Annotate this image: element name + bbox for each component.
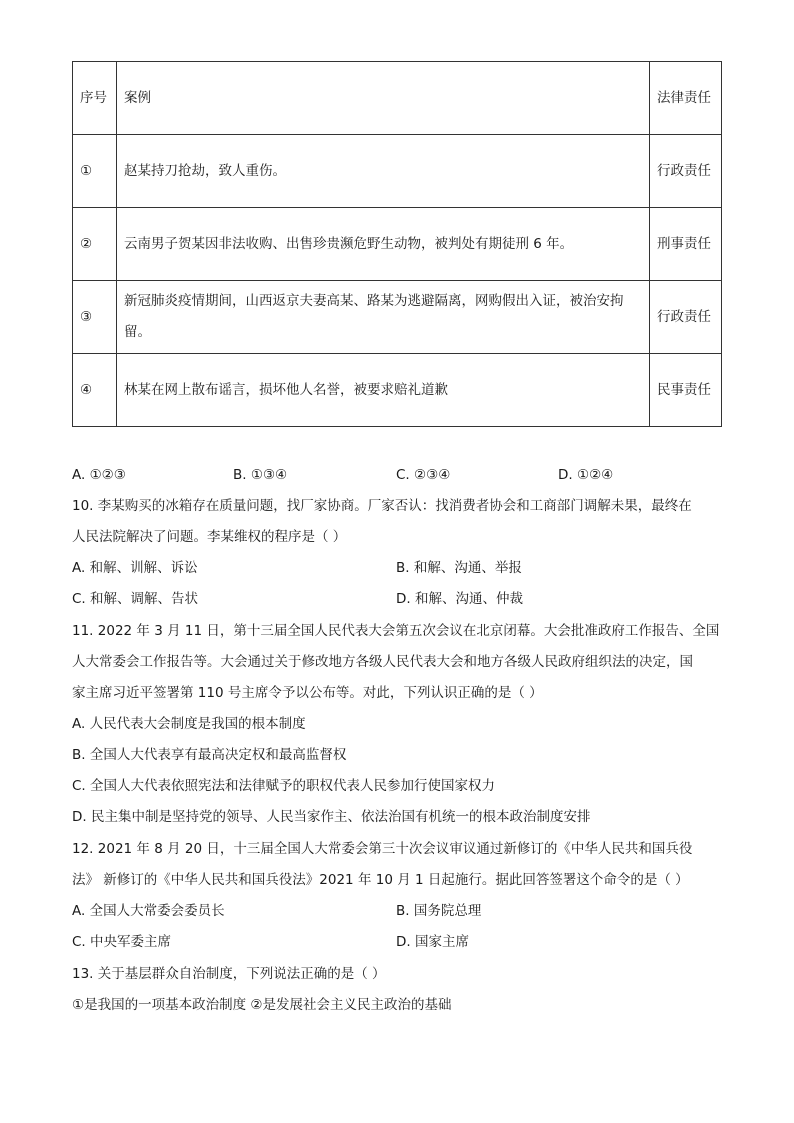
row-no: ④ (73, 354, 117, 427)
table-row (73, 281, 722, 354)
q12-stem-line-1: 12. 2021 年 8 月 20 日，十三届全国人大常委会第三十次会议审议通过新修订的《中华人民共和国兵役 (72, 841, 693, 857)
row-liability: 刑事责任 (650, 208, 722, 281)
row-no: ① (73, 135, 117, 208)
row-no: ③ (73, 281, 117, 354)
q9-option-b: B. ①③④ (233, 467, 288, 483)
q11-option-c: C. 全国人大代表依照宪法和法律赋予的职权代表人民参加行使国家权力 (72, 778, 496, 794)
q11-stem-line-2: 人大常委会工作报告等。大会通过关于修改地方各级人民代表大会和地方各级人民政府组织法的决定，国 (72, 654, 693, 670)
q10-option-d: D. 和解、沟通、仲裁 (396, 591, 523, 607)
q10-stem-line-2: 人民法院解决了问题。李某维权的程序是（ ） (72, 529, 347, 545)
q9-option-a: A. ①②③ (72, 467, 126, 483)
case-table (72, 61, 722, 427)
row-liability: 行政责任 (650, 281, 722, 354)
table-row (73, 354, 722, 427)
table-header-row (73, 62, 722, 135)
table-row (73, 208, 722, 281)
q10-option-c: C. 和解、调解、告状 (72, 591, 199, 607)
row-case: 赵某持刀抢劫，致人重伤。 (117, 135, 650, 208)
q11-stem-line-1: 11. 2022 年 3 月 11 日，第十三届全国人民代表大会第五次会议在北京闭幕。大会批准政府工作报告、全国 (72, 623, 720, 639)
q12-option-a: A. 全国人大常委会委员长 (72, 903, 225, 919)
q12-option-d: D. 国家主席 (396, 934, 469, 950)
q11-stem-line-3: 家主席习近平签署第 110 号主席令予以公布等。对此，下列认识正确的是（ ） (72, 685, 543, 701)
row-liability: 行政责任 (650, 135, 722, 208)
q9-option-d: D. ①②④ (558, 467, 614, 483)
header-liability: 法律责任 (650, 62, 722, 135)
header-case: 案例 (117, 62, 650, 135)
q13-stem-line-2: ①是我国的一项基本政治制度 ②是发展社会主义民主政治的基础 (72, 997, 452, 1013)
q10-option-a: A. 和解、训解、诉讼 (72, 560, 198, 576)
q10-option-b: B. 和解、沟通、举报 (396, 560, 522, 576)
row-case: 新冠肺炎疫情期间，山西返京夫妻高某、路某为逃避隔离，网购假出入证，被治安拘留。 (117, 281, 650, 354)
q12-option-c: C. 中央军委主席 (72, 934, 172, 950)
row-liability: 民事责任 (650, 354, 722, 427)
header-no: 序号 (73, 62, 117, 135)
q9-option-c: C. ②③④ (396, 467, 451, 483)
q10-stem-line-1: 10. 李某购买的冰箱存在质量问题，找厂家协商。厂家否认：找消费者协会和工商部门调解未果，最终在 (72, 498, 692, 514)
row-case: 林某在网上散布谣言，损坏他人名誉，被要求赔礼道歉 (117, 354, 650, 427)
q12-option-b: B. 国务院总理 (396, 903, 482, 919)
q13-stem-line-1: 13. 关于基层群众自治制度，下列说法正确的是（ ） (72, 966, 386, 982)
q11-option-d: D. 民主集中制是坚持党的领导、人民当家作主、依法治国有机统一的根本政治制度安排 (72, 809, 591, 825)
row-no: ② (73, 208, 117, 281)
q11-option-a: A. 人民代表大会制度是我国的根本制度 (72, 716, 306, 732)
q11-option-b: B. 全国人大代表享有最高决定权和最高监督权 (72, 747, 347, 763)
table-row (73, 135, 722, 208)
q12-stem-line-2: 法》 新修订的《中华人民共和国兵役法》2021 年 10 月 1 日起施行。据此回答签署这个命令的是（ ） (72, 872, 689, 888)
row-case: 云南男子贺某因非法收购、出售珍贵濒危野生动物，被判处有期徒刑 6 年。 (117, 208, 650, 281)
